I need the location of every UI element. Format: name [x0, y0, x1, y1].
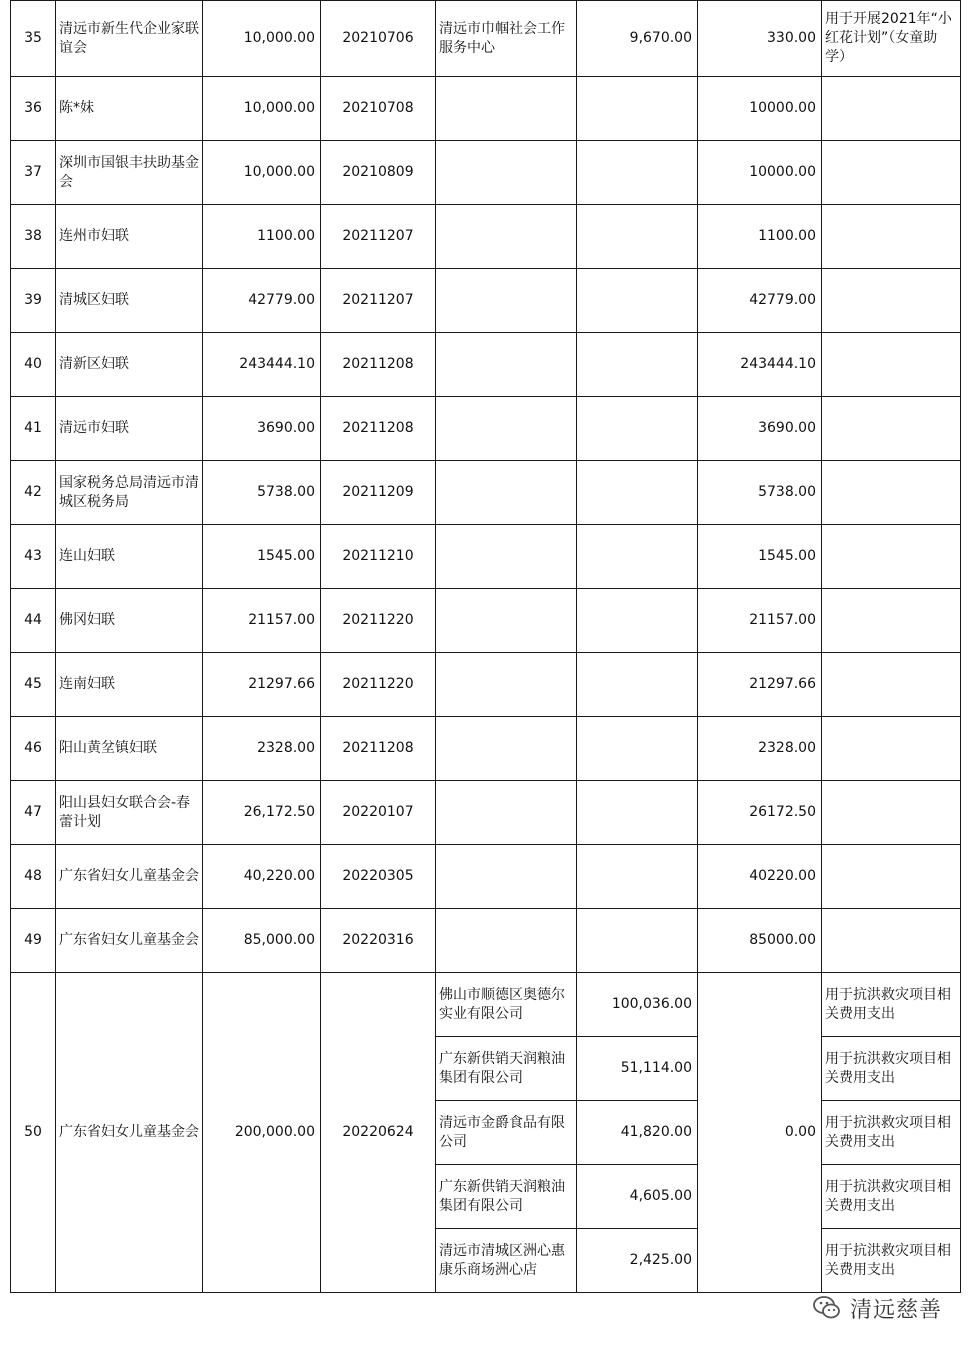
recipient-cell [436, 269, 577, 333]
date-cell: 20211209 [321, 461, 436, 525]
recipient-cell: 清远市清城区洲心惠康乐商场洲心店 [436, 1229, 577, 1293]
recipient-cell: 清远市巾帼社会工作服务中心 [436, 1, 577, 77]
donor-cell: 清新区妇联 [56, 333, 203, 397]
used-amount-cell [577, 77, 698, 141]
recipient-cell [436, 845, 577, 909]
used-amount-cell [577, 781, 698, 845]
row-number: 49 [11, 909, 56, 973]
used-amount-cell [577, 845, 698, 909]
note-cell: 用于抗洪救灾项目相关费用支出 [822, 1165, 961, 1229]
date-cell: 20211220 [321, 653, 436, 717]
row-number: 43 [11, 525, 56, 589]
recipient-cell: 广东新供销天润粮油集团有限公司 [436, 1037, 577, 1101]
used-amount-cell [577, 269, 698, 333]
recipient-cell [436, 525, 577, 589]
table-row [11, 973, 961, 1037]
note-cell: 用于抗洪救灾项目相关费用支出 [822, 1229, 961, 1293]
note-cell [822, 77, 961, 141]
table-row [11, 333, 961, 397]
recipient-cell [436, 717, 577, 781]
donor-cell: 清远市新生代企业家联谊会 [56, 1, 203, 77]
note-cell [822, 269, 961, 333]
recipient-cell: 佛山市顺德区奥德尔实业有限公司 [436, 973, 577, 1037]
donor-cell: 阳山黄坌镇妇联 [56, 717, 203, 781]
recipient-cell [436, 141, 577, 205]
date-cell: 20220316 [321, 909, 436, 973]
amount-cell: 243444.10 [203, 333, 321, 397]
table-row [11, 525, 961, 589]
note-cell [822, 333, 961, 397]
table-row [11, 845, 961, 909]
recipient-cell [436, 461, 577, 525]
balance-cell: 0.00 [698, 973, 822, 1293]
row-number: 44 [11, 589, 56, 653]
date-cell: 20220305 [321, 845, 436, 909]
row-number: 42 [11, 461, 56, 525]
note-cell [822, 141, 961, 205]
row-number: 40 [11, 333, 56, 397]
note-cell [822, 525, 961, 589]
table-row [11, 589, 961, 653]
donor-cell: 广东省妇女儿童基金会 [56, 973, 203, 1293]
note-cell: 用于抗洪救灾项目相关费用支出 [822, 1037, 961, 1101]
balance-cell: 2328.00 [698, 717, 822, 781]
amount-cell: 1545.00 [203, 525, 321, 589]
amount-cell: 40,220.00 [203, 845, 321, 909]
row-number: 46 [11, 717, 56, 781]
date-cell: 20211208 [321, 333, 436, 397]
used-amount-cell: 51,114.00 [577, 1037, 698, 1101]
balance-cell: 10000.00 [698, 77, 822, 141]
amount-cell: 85,000.00 [203, 909, 321, 973]
balance-cell: 21157.00 [698, 589, 822, 653]
used-amount-cell [577, 397, 698, 461]
donation-table [10, 0, 961, 1293]
recipient-cell [436, 653, 577, 717]
used-amount-cell: 4,605.00 [577, 1165, 698, 1229]
recipient-cell [436, 77, 577, 141]
table-row [11, 269, 961, 333]
table-row [11, 397, 961, 461]
amount-cell: 21157.00 [203, 589, 321, 653]
used-amount-cell [577, 333, 698, 397]
recipient-cell: 广东新供销天润粮油集团有限公司 [436, 1165, 577, 1229]
used-amount-cell: 2,425.00 [577, 1229, 698, 1293]
date-cell: 20211210 [321, 525, 436, 589]
balance-cell: 26172.50 [698, 781, 822, 845]
amount-cell: 200,000.00 [203, 973, 321, 1293]
donor-cell: 广东省妇女儿童基金会 [56, 845, 203, 909]
date-cell: 20211207 [321, 205, 436, 269]
note-cell [822, 205, 961, 269]
used-amount-cell [577, 141, 698, 205]
donor-cell: 广东省妇女儿童基金会 [56, 909, 203, 973]
table-row [11, 141, 961, 205]
balance-cell: 21297.66 [698, 653, 822, 717]
donor-cell: 连山妇联 [56, 525, 203, 589]
note-cell [822, 589, 961, 653]
wechat-icon [812, 1293, 842, 1323]
balance-cell: 40220.00 [698, 845, 822, 909]
balance-cell: 85000.00 [698, 909, 822, 973]
amount-cell: 10,000.00 [203, 141, 321, 205]
note-cell [822, 397, 961, 461]
row-number: 39 [11, 269, 56, 333]
donor-cell: 佛冈妇联 [56, 589, 203, 653]
note-cell [822, 653, 961, 717]
table-row [11, 781, 961, 845]
row-number: 38 [11, 205, 56, 269]
date-cell: 20220107 [321, 781, 436, 845]
note-cell [822, 717, 961, 781]
table-row [11, 653, 961, 717]
note-cell [822, 781, 961, 845]
used-amount-cell [577, 525, 698, 589]
date-cell: 20210706 [321, 1, 436, 77]
used-amount-cell: 100,036.00 [577, 973, 698, 1037]
used-amount-cell [577, 589, 698, 653]
row-number: 41 [11, 397, 56, 461]
note-cell: 用于抗洪救灾项目相关费用支出 [822, 1101, 961, 1165]
recipient-cell: 清远市金爵食品有限公司 [436, 1101, 577, 1165]
date-cell: 20210809 [321, 141, 436, 205]
row-number: 36 [11, 77, 56, 141]
recipient-cell [436, 909, 577, 973]
amount-cell: 26,172.50 [203, 781, 321, 845]
table-row [11, 717, 961, 781]
balance-cell: 1100.00 [698, 205, 822, 269]
balance-cell: 330.00 [698, 1, 822, 77]
donor-cell: 连南妇联 [56, 653, 203, 717]
row-number: 47 [11, 781, 56, 845]
balance-cell: 3690.00 [698, 397, 822, 461]
recipient-cell [436, 205, 577, 269]
note-cell [822, 461, 961, 525]
used-amount-cell [577, 205, 698, 269]
used-amount-cell: 41,820.00 [577, 1101, 698, 1165]
donor-cell: 深圳市国银丰扶助基金会 [56, 141, 203, 205]
row-number: 35 [11, 1, 56, 77]
recipient-cell [436, 589, 577, 653]
date-cell: 20220624 [321, 973, 436, 1293]
donor-cell: 连州市妇联 [56, 205, 203, 269]
table-row [11, 461, 961, 525]
amount-cell: 5738.00 [203, 461, 321, 525]
used-amount-cell [577, 461, 698, 525]
donor-cell: 清远市妇联 [56, 397, 203, 461]
donor-cell: 陈*妹 [56, 77, 203, 141]
used-amount-cell [577, 653, 698, 717]
donor-cell: 国家税务总局清远市清城区税务局 [56, 461, 203, 525]
balance-cell: 5738.00 [698, 461, 822, 525]
amount-cell: 3690.00 [203, 397, 321, 461]
amount-cell: 10,000.00 [203, 1, 321, 77]
watermark [812, 1288, 962, 1328]
row-number: 50 [11, 973, 56, 1293]
amount-cell: 2328.00 [203, 717, 321, 781]
date-cell: 20210708 [321, 77, 436, 141]
date-cell: 20211220 [321, 589, 436, 653]
amount-cell: 42779.00 [203, 269, 321, 333]
row-number: 45 [11, 653, 56, 717]
date-cell: 20211207 [321, 269, 436, 333]
used-amount-cell [577, 717, 698, 781]
amount-cell: 21297.66 [203, 653, 321, 717]
donor-cell: 清城区妇联 [56, 269, 203, 333]
amount-cell: 10,000.00 [203, 77, 321, 141]
date-cell: 20211208 [321, 717, 436, 781]
watermark-text: 清远慈善 [850, 1297, 943, 1323]
used-amount-cell: 9,670.00 [577, 1, 698, 77]
note-cell [822, 909, 961, 973]
note-cell: 用于开展2021年“小红花计划”（女童助学） [822, 1, 961, 77]
row-number: 48 [11, 845, 56, 909]
recipient-cell [436, 781, 577, 845]
amount-cell: 1100.00 [203, 205, 321, 269]
table-row [11, 909, 961, 973]
recipient-cell [436, 397, 577, 461]
donor-cell: 阳山县妇女联合会-春蕾计划 [56, 781, 203, 845]
used-amount-cell [577, 909, 698, 973]
balance-cell: 1545.00 [698, 525, 822, 589]
note-cell: 用于抗洪救灾项目相关费用支出 [822, 973, 961, 1037]
recipient-cell [436, 333, 577, 397]
balance-cell: 42779.00 [698, 269, 822, 333]
row-number: 37 [11, 141, 56, 205]
table-row [11, 1, 961, 77]
table-row [11, 205, 961, 269]
note-cell [822, 845, 961, 909]
table-row [11, 77, 961, 141]
balance-cell: 10000.00 [698, 141, 822, 205]
date-cell: 20211208 [321, 397, 436, 461]
balance-cell: 243444.10 [698, 333, 822, 397]
